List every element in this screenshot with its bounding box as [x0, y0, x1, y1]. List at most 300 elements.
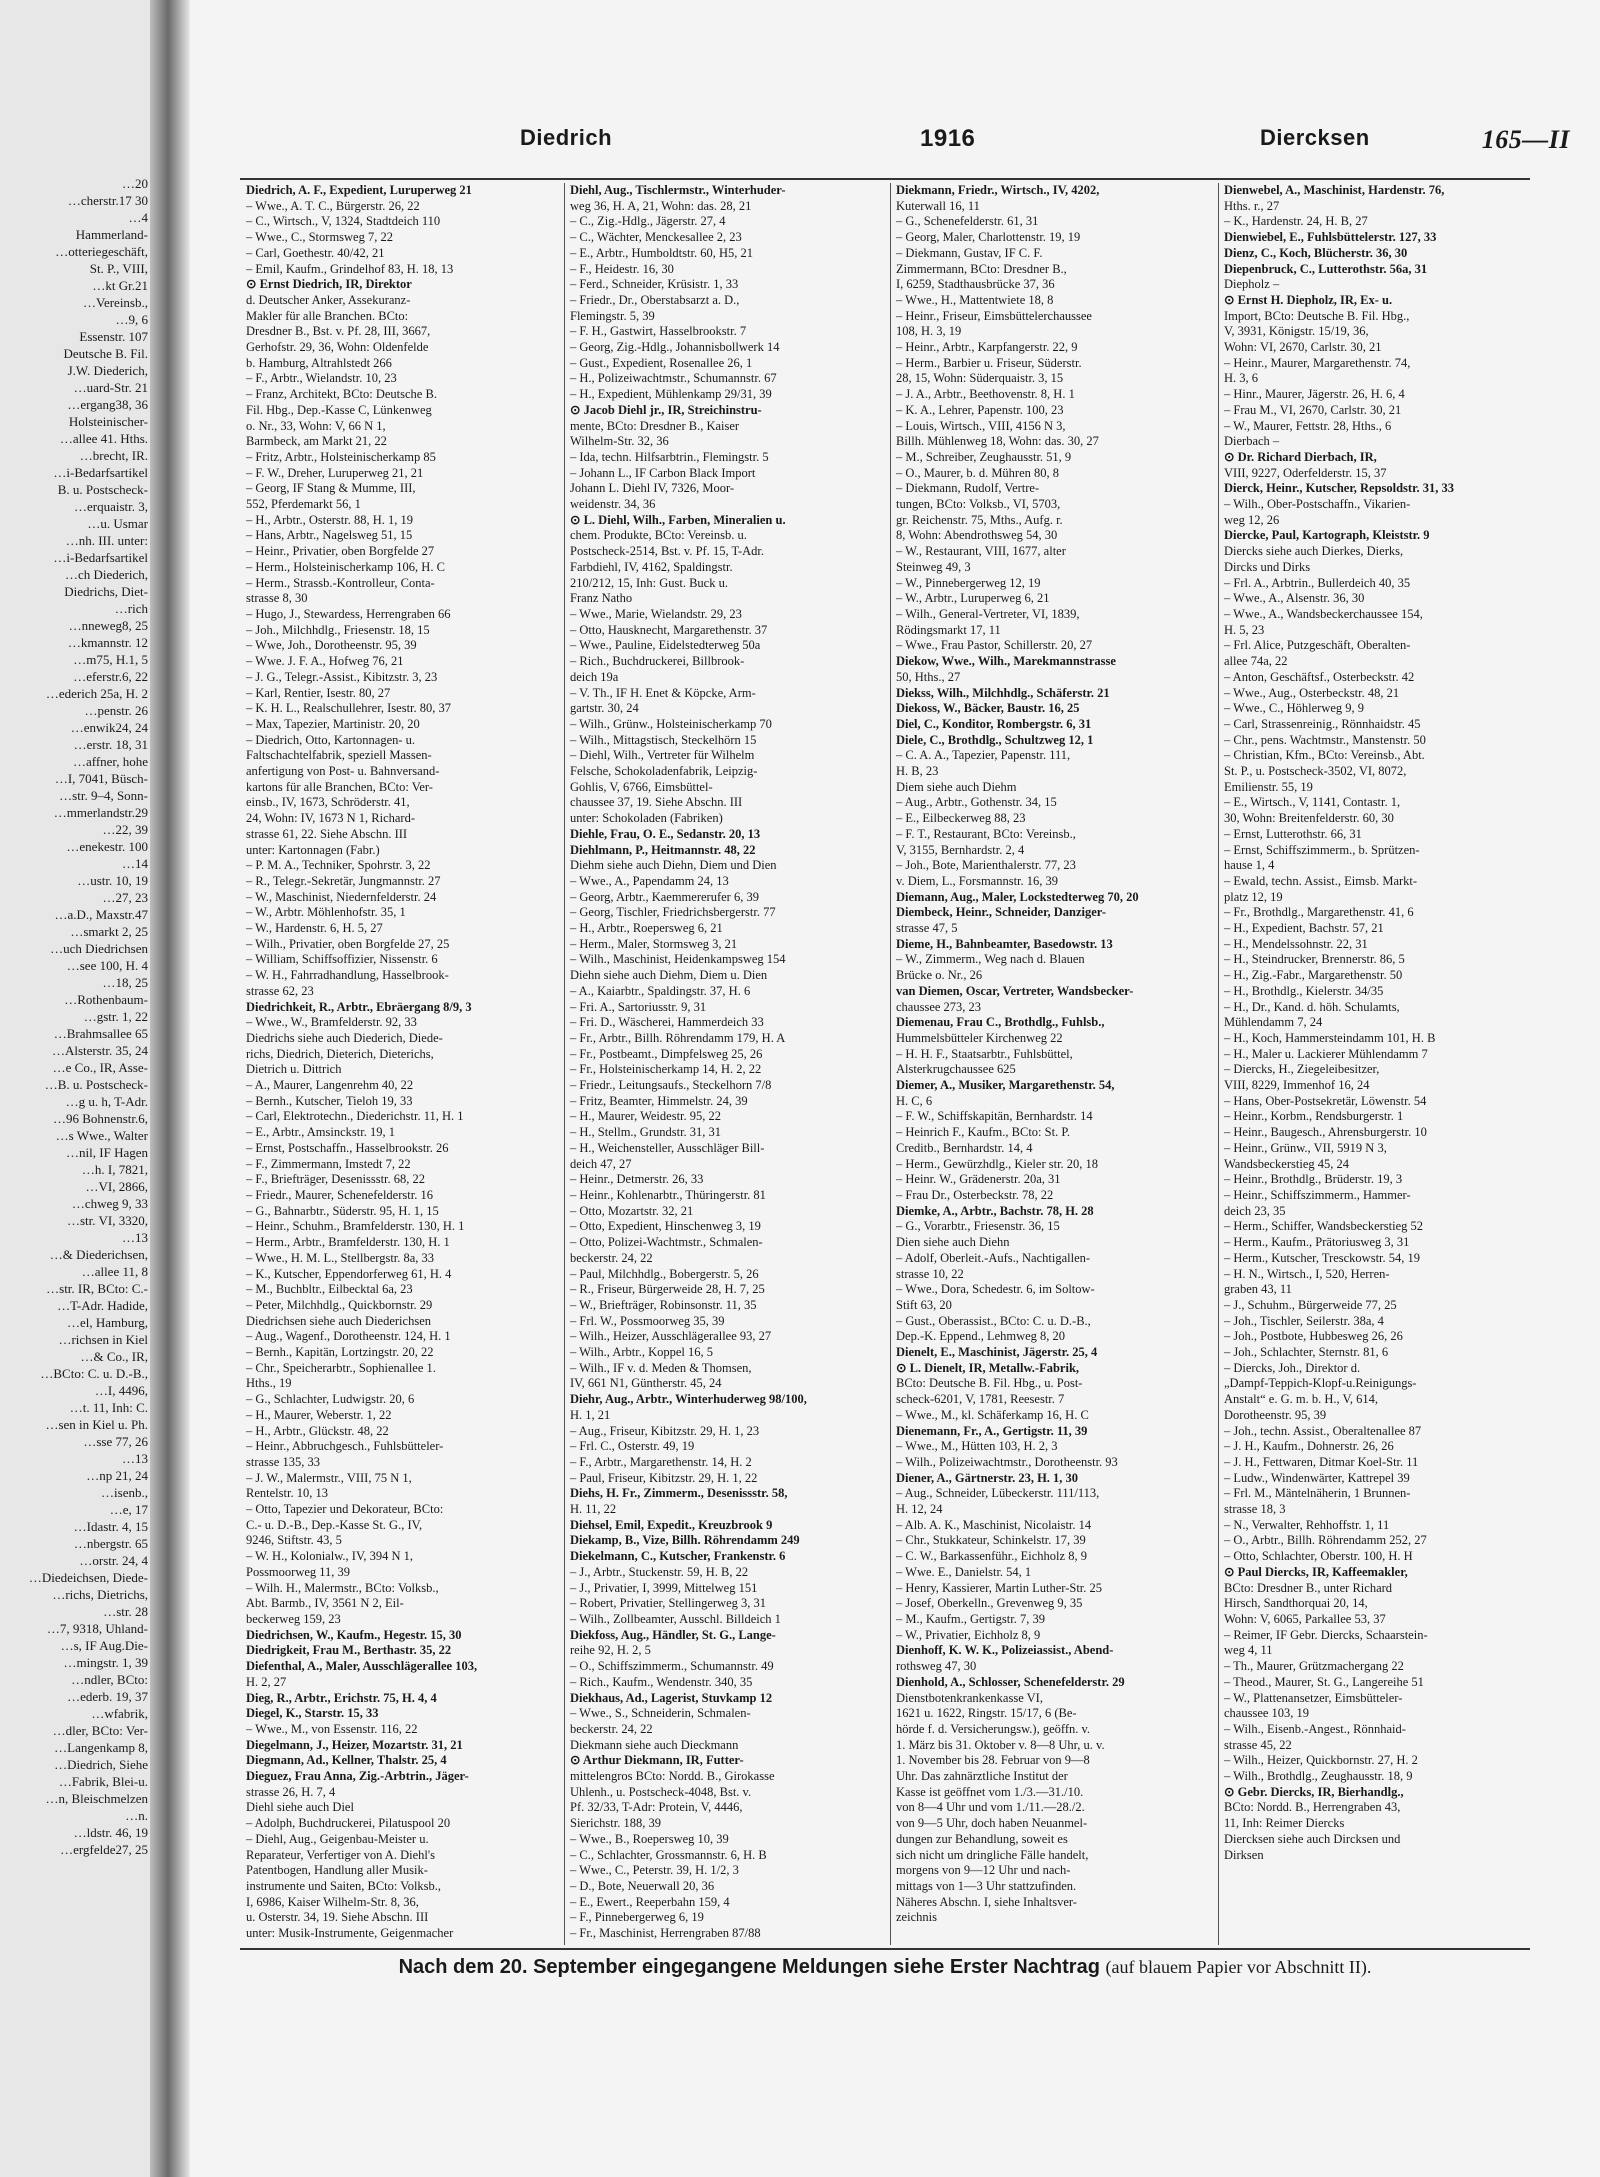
directory-entry-line: beckerstr. 24, 22 — [570, 1250, 653, 1265]
directory-entry-line: Dienwiebel, E., Fuhlsbüttelerstr. 127, 33 — [1224, 230, 1437, 245]
left-page-fragment: …i-Bedarfsartikel — [53, 550, 148, 565]
directory-entry-line: – Georg, Maler, Charlottenstr. 19, 19 — [896, 230, 1081, 245]
directory-entry-line: Diegel, K., Starstr. 15, 33 — [246, 1706, 379, 1721]
directory-entry-line: – Rich., Kaufm., Wendenstr. 340, 35 — [570, 1674, 753, 1689]
directory-entry-line: V, 3155, Bernhardstr. 2, 4 — [896, 842, 1025, 857]
directory-entry-line: – Wwe., Pauline, Eidelstedterweg 50a — [570, 638, 761, 653]
left-page-fragment: …g u. h, T-Adr. — [65, 1094, 148, 1109]
directory-entry-line: Diehn siehe auch Diehm, Diem u. Dien — [570, 968, 768, 983]
directory-entry-line: BCto: Nordd. B., Herrengraben 43, — [1224, 1800, 1401, 1815]
directory-entry-line: – Fr., Brothdlg., Margarethenstr. 41, 6 — [1224, 905, 1414, 920]
directory-entry-line: – Wwe., A., Wandsbeckerchaussee 154, — [1224, 606, 1423, 621]
directory-entry-line: – Ferd., Schneider, Krüsistr. 1, 33 — [570, 277, 739, 292]
left-page-fragment: …n, Bleischmelzen — [45, 1791, 148, 1806]
header-last-entry: Diercksen — [1260, 125, 1370, 150]
directory-entry-line: Dierck, Heinr., Kutscher, Repsoldstr. 31, 33 — [1224, 481, 1454, 496]
directory-entry-line: – Fritz, Beamter, Himmelstr. 24, 39 — [570, 1093, 748, 1108]
directory-entry-line: St. P., u. Postscheck-3502, VI, 8072, — [1224, 764, 1407, 779]
directory-entry-line: – Theod., Maurer, St. G., Langereihe 51 — [1224, 1674, 1424, 1689]
header-page-number: 165—II — [1481, 125, 1570, 154]
directory-entry-line: Diemann, Aug., Maler, Lockstedterweg 70, 20 — [896, 889, 1139, 904]
directory-entry-line: Diefenthal, A., Maler, Ausschlägerallee 103, — [246, 1659, 478, 1674]
directory-entry-line: – Diedrich, Otto, Kartonnagen- u. — [246, 732, 416, 747]
left-page-fragment: …& Co., IR, — [80, 1349, 148, 1364]
directory-entry-line: – H., Maurer, Weberstr. 1, 22 — [246, 1407, 392, 1422]
directory-entry-line: – Otto, Schlachter, Oberstr. 100, H. H — [1224, 1549, 1413, 1564]
left-page-fragment: …enwik24, 24 — [70, 720, 148, 735]
directory-entry-line: – Ida, techn. Hilfsarbtrin., Flemingstr. 5 — [570, 449, 769, 464]
directory-entry-line: Diercks siehe auch Dierkes, Dierks, — [1224, 544, 1404, 559]
column-2 — [570, 183, 886, 1945]
directory-entry-line: scheck-6201, V, 1781, Reesestr. 7 — [896, 1392, 1065, 1407]
directory-entry-line: – Frl. A., Arbtrin., Bullerdeich 40, 35 — [1224, 575, 1411, 590]
directory-entry-line: – Diercks, Joh., Direktor d. — [1224, 1360, 1361, 1375]
left-page-fragment: …dler, BCto: Ver- — [52, 1723, 148, 1738]
directory-entry-line: strasse 135, 33 — [246, 1454, 320, 1469]
directory-entry-line: – W. H., Kolonialw., IV, 394 N 1, — [246, 1549, 414, 1564]
directory-entry-line: – R., Telegr.-Sekretär, Jungmannstr. 27 — [246, 873, 441, 888]
left-page-fragment: …ergang38, 36 — [67, 397, 148, 412]
directory-entry-line: – H. H. F., Staatsarbtr., Fuhlsbüttel, — [896, 1046, 1073, 1061]
directory-entry-line: chem. Produkte, BCto: Vereinsb. u. — [570, 528, 747, 543]
left-page-fragment: …Fabrik, Blei-u. — [58, 1774, 148, 1789]
left-page-fragment: …Brahmsallee 65 — [53, 1026, 148, 1041]
left-page-fragments — [0, 175, 148, 1858]
left-page-fragment: …e, 17 — [109, 1502, 148, 1517]
directory-entry-line: Franz Natho — [570, 591, 633, 606]
directory-entry-line: Diekss, Wilh., Milchhdlg., Schäferstr. 21 — [896, 685, 1110, 700]
directory-entry-line: zeichnis — [896, 1910, 937, 1925]
directory-entry-line: – Heinr., Kohlenarbtr., Thüringerstr. 81 — [570, 1188, 766, 1202]
directory-entry-line: – Wwe., A., Papendamm 24, 13 — [570, 873, 729, 888]
directory-entry-line: IV, 661 N1, Güntherstr. 45, 24 — [570, 1376, 722, 1391]
left-page-fragment: …Idastr. 4, 15 — [73, 1519, 148, 1534]
left-page-fragment: …ndler, BCto: — [71, 1672, 148, 1687]
footer-notice-text: Nach dem 20. September eingegangene Meldungen siehe Erster Nachtrag — [398, 1956, 1100, 1978]
directory-entry-line: – G., Schenefelderstr. 61, 31 — [896, 214, 1039, 229]
header-rule — [240, 178, 1530, 180]
directory-entry-line: – F. H., Gastwirt, Hasselbrookstr. 7 — [570, 324, 747, 339]
book-gutter — [150, 0, 190, 2177]
directory-entry-line: – Georg, IF Stang & Mumme, III, — [246, 481, 416, 496]
directory-entry-line: – Wwe., C., Stormsweg 7, 22 — [246, 230, 393, 245]
directory-entry-line: – Heinr., Korbm., Rendsburgerstr. 1 — [1224, 1109, 1404, 1124]
directory-entry-line: – Herm., Barbier u. Friseur, Süderstr. — [896, 355, 1082, 370]
left-page-fragment: …str. VI, 3320, — [66, 1213, 148, 1228]
directory-entry-line: – W., Arbtr., Luruperweg 6, 21 — [896, 591, 1050, 606]
directory-entry-line: Dierbach – — [1224, 434, 1280, 449]
directory-entry-line: kartons für alle Branchen, BCto: Ver- — [246, 779, 433, 794]
directory-entry-line: – Johann L., IF Carbon Black Import — [570, 465, 756, 480]
directory-entry-line: – Gust., Oberassist., BCto: C. u. D.-B., — [896, 1313, 1091, 1328]
directory-entry-line: Dircks und Dirks — [1224, 559, 1311, 574]
directory-entry-line: – P. M. A., Techniker, Spohrstr. 3, 22 — [246, 858, 431, 873]
directory-entry-line: – Hugo, J., Stewardess, Herrengraben 66 — [246, 606, 451, 621]
directory-entry-line: – V. Th., IF H. Enet & Köpcke, Arm- — [570, 685, 756, 700]
directory-entry-line: – Aug., Wagenf., Dorotheenstr. 124, H. 1 — [246, 1329, 451, 1344]
directory-entry-line: – F., Pinnebergerweg 6, 19 — [570, 1910, 704, 1925]
directory-entry-line: – Friedr., Leitungsaufs., Steckelhorn 7/8 — [570, 1078, 772, 1093]
directory-entry-line: H. 2, 27 — [246, 1674, 287, 1689]
directory-entry-line: Diepenbruck, C., Lutterothstr. 56a, 31 — [1224, 261, 1428, 276]
directory-entry-line: Gerhofstr. 29, 36, Wohn: Oldenfelde — [246, 340, 429, 355]
directory-entry-line: – W., Zimmerm., Weg nach d. Blauen — [896, 952, 1085, 967]
directory-entry-line: Creditb., Bernhardstr. 14, 4 — [896, 1140, 1033, 1155]
directory-entry-line: – H., Steindrucker, Brennerstr. 86, 5 — [1224, 952, 1405, 967]
directory-entry-line: ⊙ Gebr. Diercks, IR, Bierhandlg., — [1224, 1784, 1404, 1799]
directory-entry-line: unter: Kartonnagen (Fabr.) — [246, 842, 380, 857]
directory-entry-line: Wandsbeckerstieg 45, 24 — [1224, 1156, 1349, 1171]
header-first-entry: Diedrich — [520, 125, 613, 150]
directory-entry-line: – H., Expedient, Mühlenkamp 29/31, 39 — [570, 387, 772, 402]
directory-entry-line: – O., Schiffszimmerm., Schumannstr. 49 — [570, 1659, 774, 1674]
directory-entry-line: Diekoss, W., Bäcker, Baustr. 16, 25 — [896, 701, 1080, 716]
directory-entry-line: – E., Ewert., Reeperbahn 159, 4 — [570, 1894, 730, 1909]
directory-entry-line: strasse 47, 5 — [896, 921, 958, 936]
directory-entry-line: – Fri. A., Sartoriusstr. 9, 31 — [570, 999, 707, 1014]
directory-entry-line: – Wwe., H., Mattentwiete 18, 8 — [896, 292, 1054, 307]
directory-entry-line: – Hans, Arbtr., Nagelsweg 51, 15 — [246, 528, 413, 543]
directory-entry-line: – Heinr., Brothdlg., Brüderstr. 19, 3 — [1224, 1172, 1403, 1187]
directory-entry-line: Diedrichkeit, R., Arbtr., Ebräergang 8/9, 3 — [246, 999, 472, 1014]
left-page-fragment: …kmannstr. 12 — [67, 635, 148, 650]
left-page-fragment: …uard-Str. 21 — [73, 380, 148, 395]
directory-entry-line: gr. Reichenstr. 75, Mths., Aufg. r. — [896, 512, 1063, 527]
directory-entry-line: – J., Schuhm., Bürgerweide 77, 25 — [1224, 1297, 1397, 1312]
directory-entry-line: Diem siehe auch Diehm — [896, 779, 1017, 794]
directory-entry-line: graben 43, 11 — [1224, 1282, 1292, 1297]
directory-entry-line: – Wilh., IF v. d. Meden & Thomsen, — [570, 1360, 752, 1375]
directory-entry-line: Rödingsmarkt 17, 11 — [896, 622, 1001, 637]
directory-entry-line: – Friedr., Dr., Oberstabsarzt a. D., — [570, 292, 740, 307]
directory-entry-line: „Dampf-Teppich-Klopf-u.Reinigungs- — [1224, 1376, 1417, 1391]
directory-entry-line: – Wwe., Aug., Osterbeckstr. 48, 21 — [1224, 685, 1400, 700]
directory-entry-line: – Heinr., Friseur, Eimsbüttelerchaussee — [896, 308, 1092, 323]
directory-entry-line: – W., Hardenstr. 6, H. 5, 27 — [246, 921, 383, 936]
left-page-fragment: …ergfelde27, 25 — [60, 1842, 148, 1857]
left-page-fragment: …a.D., Maxstr.47 — [54, 907, 148, 922]
directory-entry-line: – Wwe., Frau Pastor, Schillerstr. 20, 27 — [896, 638, 1093, 653]
directory-entry-line: Diehl siehe auch Diel — [246, 1800, 354, 1815]
directory-entry-line: Faltschachtelfabrik, speziell Massen- — [246, 748, 432, 763]
column-1 — [246, 183, 560, 1945]
directory-entry-line: platz 12, 19 — [1224, 889, 1283, 904]
directory-entry-line: H. 12, 24 — [896, 1502, 943, 1517]
directory-entry-line: Barmbeck, am Markt 21, 22 — [246, 434, 387, 449]
directory-entry-line: – Robert, Privatier, Stellingerweg 3, 31 — [570, 1596, 766, 1611]
directory-entry-line: – Herm., Schiffer, Wandsbeckerstieg 52 — [1224, 1219, 1424, 1234]
directory-entry-line: Patentbogen, Handlung aller Musik- — [246, 1863, 428, 1878]
directory-entry-line: – Anton, Geschäftsf., Osterbeckstr. 42 — [1224, 669, 1415, 684]
directory-entry-line: – Christian, Kfm., BCto: Vereinsb., Abt. — [1224, 748, 1425, 763]
directory-entry-line: 24, Wohn: IV, 1673 N 1, Richard- — [246, 811, 416, 826]
left-page-fragment: …20 — [122, 176, 148, 191]
directory-entry-line: Näheres Abschn. I, siehe Inhaltsver- — [896, 1894, 1077, 1909]
left-page-fragment: …s Wwe., Walter — [55, 1128, 148, 1143]
directory-entry-line: deich 19a — [570, 669, 619, 684]
left-page-fragment: …13 — [122, 1230, 148, 1245]
directory-entry-line: – H., Arbtr., Glückstr. 48, 22 — [246, 1423, 389, 1438]
directory-entry-line: – Carl, Goethestr. 40/42, 21 — [246, 245, 385, 260]
left-page-fragment: …nneweg8, 25 — [68, 618, 148, 633]
left-page-fragment: …T-Adr. Hadide, — [57, 1298, 148, 1313]
directory-entry-line: Dietrich u. Dittrich — [246, 1062, 342, 1077]
directory-entry-line: – Carl, Elektrotechn., Diederichstr. 11, H. 1 — [246, 1109, 464, 1124]
directory-entry-line: – Herm., Kutscher, Tresckowstr. 54, 19 — [1224, 1250, 1421, 1265]
directory-entry-line: Dieme, H., Bahnbeamter, Basedowstr. 13 — [896, 936, 1113, 951]
directory-entry-line: Diepholz – — [1224, 277, 1280, 292]
directory-entry-line: – J., Privatier, I, 3999, Mittelweg 151 — [570, 1580, 758, 1595]
left-page-fragment: …erstr. 18, 31 — [73, 737, 148, 752]
directory-entry-line: – Wilh., Mittagstisch, Steckelhörn 15 — [570, 732, 757, 747]
directory-entry-line: 30, Wohn: Breitenfelderstr. 60, 30 — [1224, 811, 1394, 826]
directory-entry-line: allee 74a, 22 — [1224, 654, 1288, 669]
directory-entry-line: Diehlmann, P., Heitmannstr. 48, 22 — [570, 842, 756, 857]
directory-entry-line: – J. A., Arbtr., Beethovenstr. 8, H. 1 — [896, 387, 1075, 402]
directory-entry-line: – Heinr., Abbruchgesch., Fuhlsbütteler- — [246, 1439, 444, 1454]
directory-entry-line: 1. März bis 31. Oktober v. 8—8 Uhr, u. v. — [896, 1737, 1105, 1752]
directory-entry-line: – W., Privatier, Eichholz 8, 9 — [896, 1627, 1041, 1642]
directory-entry-line: Dienelt, E., Maschinist, Jägerstr. 25, 4 — [896, 1345, 1098, 1360]
directory-entry-line: – Bernh., Kapitän, Lortzingstr. 20, 22 — [246, 1345, 434, 1360]
left-page-fragment: …I, 4496, — [94, 1383, 148, 1398]
directory-entry-line: – C., Wirtsch., V, 1324, Stadtdeich 110 — [246, 214, 441, 229]
directory-entry-line: Diekhaus, Ad., Lagerist, Stuvkamp 12 — [570, 1690, 773, 1705]
directory-entry-line: – E., Eilbeckerweg 88, 23 — [896, 811, 1026, 826]
directory-entry-line: – Chr., Speicherarbtr., Sophienallee 1. — [246, 1360, 436, 1375]
directory-entry-line: – W., Plattenansetzer, Eimsbütteler- — [1224, 1690, 1403, 1705]
footer-notice-note: (auf blauem Papier vor Abschnitt II). — [1105, 1957, 1372, 1977]
directory-entry-line: – M., Kaufm., Gertigstr. 7, 39 — [896, 1611, 1045, 1626]
directory-entry-line: – Heinr., Maurer, Margarethenstr. 74, — [1224, 355, 1411, 370]
directory-entry-line: – Fritz, Arbtr., Holsteinischerkamp 85 — [246, 449, 436, 464]
column-divider — [564, 183, 565, 1945]
directory-entry-line: – Heinrich F., Kaufm., BCto: St. P. — [896, 1125, 1071, 1140]
left-page-fragment: Deutsche B. Fil. — [63, 346, 148, 361]
directory-entry-line: – D., Bote, Neuerwall 20, 36 — [570, 1878, 715, 1893]
directory-entry-line: – C. A. A., Tapezier, Papenstr. 111, — [896, 748, 1071, 763]
directory-entry-line: – Diekmann, Rudolf, Vertre- — [896, 481, 1040, 496]
directory-entry-line: Diekmann, Friedr., Wirtsch., IV, 4202, — [896, 183, 1100, 197]
directory-entry-line: – W., Maurer, Fettstr. 28, Hths., 6 — [1224, 418, 1392, 433]
directory-entry-line: C.- u. D.-B., Dep.-Kasse St. G., IV, — [246, 1517, 423, 1532]
directory-entry-line: d. Deutscher Anker, Assekuranz- — [246, 292, 411, 307]
directory-entry-line: Dirksen — [1224, 1847, 1264, 1862]
directory-entry-line: – F., Briefträger, Desenissstr. 68, 22 — [246, 1172, 426, 1187]
left-page-fragment: …& Diederichsen, — [49, 1247, 148, 1262]
directory-entry-line: b. Hamburg, Altrahlstedt 266 — [246, 355, 392, 370]
directory-entry-line: – K., Kutscher, Eppendorferweg 61, H. 4 — [246, 1266, 452, 1281]
directory-entry-line: 552, Pferdemarkt 56, 1 — [246, 497, 361, 512]
directory-entry-line: Abt. Barmb., IV, 3561 N 2, Eil- — [246, 1596, 404, 1611]
directory-entry-line: v. Diem, L., Forsmannstr. 16, 39 — [896, 873, 1059, 888]
directory-entry-line: 1621 u. 1622, Ringstr. 15/17, 6 (Be- — [896, 1706, 1077, 1721]
directory-entry-line: – O., Maurer, b. d. Mühren 80, 8 — [896, 465, 1060, 480]
directory-entry-line: – H., Brothdlg., Kielerstr. 34/35 — [1224, 983, 1384, 998]
directory-entry-line: – Aug., Schneider, Lübeckerstr. 111/113, — [896, 1486, 1100, 1501]
directory-entry-line: Dep.-K. Eppend., Lehmweg 8, 20 — [896, 1329, 1066, 1344]
left-page-fragment: …allee 41. Hths. — [59, 431, 148, 446]
directory-entry-line: – Adolf, Oberleit.-Aufs., Nachtigallen- — [896, 1250, 1091, 1265]
directory-entry-line: Makler für alle Branchen. BCto: — [246, 308, 409, 323]
directory-entry-line: – F. W., Dreher, Luruperweg 21, 21 — [246, 465, 424, 480]
directory-entry-line: Billh. Mühlenweg 18, Wohn: das. 30, 27 — [896, 434, 1099, 449]
directory-entry-line: ⊙ Arthur Diekmann, IR, Futter- — [570, 1753, 744, 1768]
directory-entry-line: Dieguez, Frau Anna, Zig.-Arbtrin., Jäger- — [246, 1769, 469, 1784]
directory-entry-line: weg 36, H. A, 21, Wohn: das. 28, 21 — [570, 198, 752, 213]
directory-entry-line: sich nicht um dringliche Fälle handelt, — [896, 1847, 1089, 1862]
directory-entry-line: Diele, C., Brothdlg., Schultzweg 12, 1 — [896, 732, 1094, 747]
left-page-fragment: …cherstr.17 30 — [67, 193, 148, 208]
directory-entry-line: Sierichstr. 188, 39 — [570, 1816, 661, 1831]
directory-entry-line: Diegmann, Ad., Kellner, Thalstr. 25, 4 — [246, 1753, 447, 1768]
directory-entry-line: – Ernst, Lutterothstr. 66, 31 — [1224, 826, 1362, 841]
directory-entry-line: – Ludw., Windenwärter, Kattrepel 39 — [1224, 1470, 1410, 1485]
directory-entry-line: – Wilh. H., Malermstr., BCto: Volksb., — [246, 1580, 439, 1595]
left-page-fragment: …B. u. Postscheck- — [44, 1077, 148, 1092]
directory-entry-line: – A., Maurer, Langenrehm 40, 22 — [246, 1078, 414, 1093]
directory-entry-line: Zimmermann, BCto: Dresdner B., — [896, 261, 1067, 276]
left-page-fragment: …ustr. 10, 19 — [77, 873, 148, 888]
left-page-fragment: …str. IR, BCto: C.- — [46, 1281, 148, 1296]
directory-entry-line: – G., Schlachter, Ludwigstr. 20, 6 — [246, 1392, 415, 1407]
directory-entry-line: – Ewald, techn. Assist., Eimsb. Markt- — [1224, 873, 1418, 888]
directory-entry-line: von 8—4 Uhr und vom 1./11.—28./2. — [896, 1800, 1085, 1815]
left-page-fragment: …eferstr.6, 22 — [73, 669, 148, 684]
directory-entry-line: H. 1, 21 — [570, 1407, 611, 1422]
left-page-fragment: …VI, 2866, — [85, 1179, 148, 1194]
directory-entry-line: Mühlendamm 7, 24 — [1224, 1015, 1323, 1030]
directory-entry-line: strasse 61, 22. Siehe Abschn. III — [246, 826, 408, 841]
directory-entry-line: strasse 8, 30 — [246, 591, 308, 606]
header-year: 1916 — [920, 125, 976, 152]
directory-entry-line: – Joh., techn. Assist., Oberaltenallee 87 — [1224, 1423, 1422, 1438]
directory-entry-line: – H., Mendelssohnstr. 22, 31 — [1224, 936, 1368, 951]
directory-entry-line: Anstalt“ e. G. m. b. H., V, 614, — [1224, 1392, 1379, 1407]
directory-entry-line: – Carl, Strassenreinig., Rönnhaidstr. 45 — [1224, 716, 1421, 731]
left-page-fragment: B. u. Postscheck- — [57, 482, 148, 497]
directory-entry-line: – Wilh., Maschinist, Heidenkampsweg 154 — [570, 952, 786, 967]
directory-entry-line: H. B, 23 — [896, 764, 939, 779]
left-page-fragment: …nil, IF Hagen — [66, 1145, 148, 1160]
directory-entry-line: – Herm., Arbtr., Bramfelderstr. 130, H. 1 — [246, 1235, 450, 1250]
left-page-fragment: …Alsterstr. 35, 24 — [51, 1043, 148, 1058]
directory-entry-line: Diedrichs siehe auch Diederich, Diede- — [246, 1030, 443, 1045]
directory-entry-line: – Joh., Milchhdlg., Friesenstr. 18, 15 — [246, 622, 430, 637]
directory-entry-line: Kasse ist geöffnet vom 1./3.—31./10. — [896, 1784, 1084, 1799]
left-page-fragment: Diedrichs, Diet- — [64, 584, 148, 599]
directory-entry-line: Diehsel, Emil, Expedit., Kreuzbrook 9 — [570, 1517, 773, 1532]
directory-entry-line: – Aug., Friseur, Kibitzstr. 29, H. 1, 23 — [570, 1423, 760, 1438]
directory-entry-line: – Wilh., Ober-Postschaffn., Vikarien- — [1224, 497, 1411, 512]
directory-entry-line: anfertigung von Post- u. Bahnversand- — [246, 764, 440, 779]
directory-entry-line: strasse 18, 3 — [1224, 1502, 1286, 1517]
directory-entry-line: – Herm., Strassb.-Kontrolleur, Conta- — [246, 575, 435, 590]
directory-entry-line: – Otto, Mozartstr. 32, 21 — [570, 1203, 694, 1218]
left-page-fragment: …Diedrich, Siehe — [54, 1757, 148, 1772]
left-page-fragment: …el, Hamburg, — [67, 1315, 148, 1330]
directory-entry-line: Kuterwall 16, 11 — [896, 198, 980, 213]
directory-entry-line: gartstr. 30, 24 — [570, 701, 639, 716]
directory-entry-line: – W., Maschinist, Niedernfelderstr. 24 — [246, 889, 437, 904]
directory-entry-line: – Gust., Expedient, Rosenallee 26, 1 — [570, 355, 753, 370]
directory-entry-line: – W., Pinnebergerweg 12, 19 — [896, 575, 1041, 590]
directory-entry-line: 108, H. 3, 19 — [896, 324, 962, 339]
directory-entry-line: Alsterkrugchaussee 625 — [896, 1062, 1016, 1077]
directory-entry-line: – Heinr., Arbtr., Karpfangerstr. 22, 9 — [896, 340, 1078, 355]
directory-entry-line: Dienwebel, A., Maschinist, Hardenstr. 76, — [1224, 183, 1445, 197]
directory-entry-line: – Wilh., Arbtr., Koppel 16, 5 — [570, 1345, 714, 1360]
directory-entry-line: – G., Bahnarbtr., Süderstr. 95, H. 1, 15 — [246, 1203, 439, 1218]
directory-entry-line: weg 4, 11 — [1224, 1643, 1273, 1658]
directory-entry-line: strasse 26, H. 7, 4 — [246, 1784, 336, 1799]
directory-entry-line: Diedrigkeit, Frau M., Berthastr. 35, 22 — [246, 1643, 452, 1658]
directory-entry-line: – Aug., Arbtr., Gothenstr. 34, 15 — [896, 795, 1057, 810]
directory-entry-line: weg 12, 26 — [1224, 512, 1280, 527]
directory-entry-line: – Joh., Schlachter, Sternstr. 81, 6 — [1224, 1345, 1389, 1360]
directory-entry-line: – Herm., Maler, Stormsweg 3, 21 — [570, 936, 738, 951]
directory-entry-line: – Wwe, Joh., Dorotheenstr. 95, 39 — [246, 638, 417, 653]
directory-entry-line: – Fr., Arbtr., Billh. Röhrendamm 179, H. A — [570, 1030, 786, 1045]
directory-entry-line: – F. W., Schiffskapitän, Bernhardstr. 14 — [896, 1109, 1093, 1124]
directory-entry-line: – J., Arbtr., Stuckenstr. 59, H. B, 22 — [570, 1564, 749, 1579]
left-page-fragment: …enekestr. 100 — [66, 839, 148, 854]
directory-entry-line: – Georg, Arbtr., Kaemmererufer 6, 39 — [570, 889, 759, 904]
directory-entry-line: Hths., 19 — [246, 1376, 292, 1391]
directory-entry-line: – J. W., Malermstr., VIII, 75 N 1, — [246, 1470, 412, 1485]
left-page-fragment: …e Co., IR, Asse- — [52, 1060, 148, 1075]
directory-entry-line: – Wilh., Polizeiwachtmstr., Dorotheenstr. 93 — [896, 1454, 1118, 1469]
directory-entry-line: tungen, BCto: Volksb., VI, 5703, — [896, 497, 1061, 512]
directory-entry-line: 1. November bis 28. Februar von 9—8 — [896, 1753, 1090, 1768]
left-page-fragment: …i-Bedarfsartikel — [53, 465, 148, 480]
directory-entry-line: I, 6986, Kaiser Wilhelm-Str. 8, 36, — [246, 1894, 419, 1909]
directory-entry-line: – H., Stellm., Grundstr. 31, 31 — [570, 1125, 722, 1140]
directory-entry-line: – Diercks, H., Ziegeleibesitzer, — [1224, 1062, 1380, 1077]
directory-entry-line: Felsche, Schokoladenfabrik, Leipzig- — [570, 764, 758, 779]
left-page-fragment: …mingstr. 1, 39 — [63, 1655, 148, 1670]
directory-entry-line: Diekow, Wwe., Wilh., Marekmannstrasse — [896, 654, 1116, 669]
directory-entry-line: rothsweg 47, 30 — [896, 1659, 977, 1674]
left-page-fragment: …penstr. 26 — [84, 703, 148, 718]
page-header — [260, 125, 1570, 165]
directory-entry-line: Emilienstr. 55, 19 — [1224, 779, 1313, 794]
directory-entry-line: – Bernh., Kutscher, Tieloh 19, 33 — [246, 1093, 413, 1108]
directory-entry-line: – W., Arbtr. Möhlenhofstr. 35, 1 — [246, 905, 406, 920]
directory-entry-line: chaussee 103, 19 — [1224, 1706, 1310, 1721]
directory-entry-line: V, 3931, Königstr. 15/19, 36, — [1224, 324, 1369, 339]
directory-entry-line: strasse 45, 22 — [1224, 1737, 1292, 1752]
directory-entry-line: – Heinr., Privatier, oben Borgfelde 27 — [246, 544, 435, 559]
directory-entry-line: – Fr., Maschinist, Herrengraben 87/88 — [570, 1926, 761, 1941]
directory-entry-line: – Frl. Alice, Putzgeschäft, Oberalten- — [1224, 638, 1411, 653]
directory-entry-line: – H., Polizeiwachtmstr., Schumannstr. 67 — [570, 371, 777, 386]
directory-entry-line: unter: Musik-Instrumente, Geigenmacher — [246, 1926, 454, 1941]
left-page-fragment: …22, 39 — [102, 822, 148, 837]
directory-entry-line: Import, BCto: Deutsche B. Fil. Hbg., — [1224, 308, 1410, 323]
directory-entry-line: o. Nr., 33, Wohn: V, 66 N 1, — [246, 418, 386, 433]
directory-entry-line: – W. H., Fahrradhandlung, Hasselbrook- — [246, 968, 449, 983]
directory-entry-line: Dresdner B., Bst. v. Pf. 28, III, 3667, — [246, 324, 431, 339]
directory-entry-line: – Frau M., VI, 2670, Carlstr. 30, 21 — [1224, 402, 1402, 417]
directory-columns — [240, 183, 1530, 1945]
directory-entry-line: Dorotheenstr. 95, 39 — [1224, 1407, 1327, 1422]
left-page-fragment: …ederich 25a, H. 2 — [45, 686, 148, 701]
directory-entry-line: H. 5, 23 — [1224, 622, 1265, 637]
directory-entry-line: – C., Wächter, Menckesallee 2, 23 — [570, 230, 742, 245]
directory-entry-line: von 9—5 Uhr, doch haben Neuanmel- — [896, 1816, 1088, 1831]
directory-entry-line: deich 23, 35 — [1224, 1203, 1286, 1218]
